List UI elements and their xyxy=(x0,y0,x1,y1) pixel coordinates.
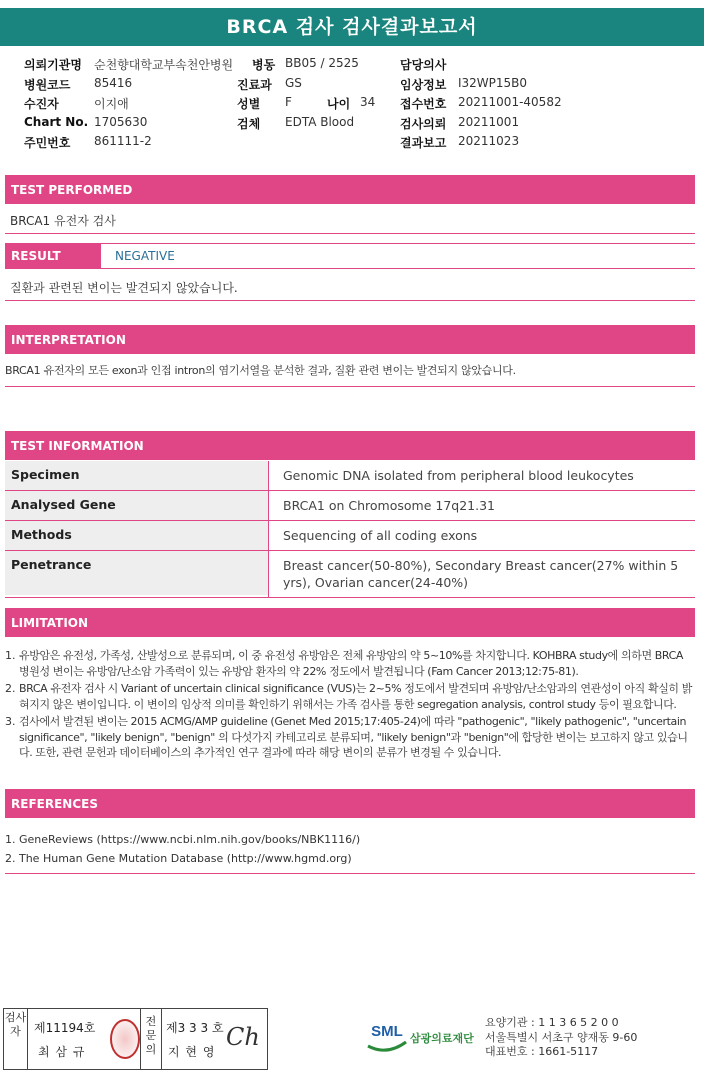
request-value: 20211001 xyxy=(458,115,520,129)
org-name: 삼광의료재단 xyxy=(410,1032,474,1045)
specimen-desc: Genomic DNA isolated from peripheral blood leukocytes xyxy=(268,461,695,490)
divider xyxy=(5,233,695,234)
sex-value: F xyxy=(285,95,292,109)
interpretation-heading: INTERPRETATION xyxy=(5,325,695,354)
report-value: 20211023 xyxy=(458,134,520,148)
analysed-gene-key: Analysed Gene xyxy=(5,491,268,520)
org-location: 서울특별시 서초구 양재동 9-60 xyxy=(485,1030,638,1044)
report-label: 결과보고 xyxy=(400,136,447,150)
specimen-value: EDTA Blood xyxy=(285,115,355,129)
hospital-code-label: 병원코드 xyxy=(24,78,71,92)
specimen-label: 검체 xyxy=(237,117,261,131)
limitation-heading: LIMITATION xyxy=(5,608,695,637)
references-heading: REFERENCES xyxy=(5,789,695,818)
dept-value: GS xyxy=(285,76,302,90)
list-item-number: 1. xyxy=(5,649,16,662)
doctor-label: 담당의사 xyxy=(400,58,447,72)
divider xyxy=(5,386,695,387)
methods-key: Methods xyxy=(5,521,268,550)
report-title: BRCA 검사 검사결과보고서 xyxy=(0,8,704,46)
age-value: 34 xyxy=(360,95,376,109)
test-performed-heading: TEST PERFORMED xyxy=(5,175,695,204)
result-heading: RESULT xyxy=(5,243,101,269)
signature-box xyxy=(3,1008,268,1070)
signature-mark: Ch xyxy=(226,1023,260,1051)
reviewer-number: 제3 3 3 호 xyxy=(166,1021,224,1035)
reference-item: 1. GeneReviews (https://www.ncbi.nlm.nih.gov/books/NBK1116/) xyxy=(5,833,361,846)
result-value: NEGATIVE xyxy=(101,243,695,269)
id-value: 861111-2 xyxy=(94,134,152,148)
chart-label: Chart No. xyxy=(24,115,89,129)
ward-label: 병동 xyxy=(252,58,276,72)
reviewer-label: 전문의 xyxy=(140,1009,162,1069)
reviewer-name: 지 현 영 xyxy=(168,1045,216,1059)
specimen-key: Specimen xyxy=(5,461,268,490)
divider xyxy=(5,873,695,874)
hospital-code-value: 85416 xyxy=(94,76,133,90)
test-information-table xyxy=(5,461,695,598)
request-label: 검사의뢰 xyxy=(400,117,447,131)
references-list xyxy=(5,830,360,868)
org-address xyxy=(485,1016,637,1060)
chart-value: 1705630 xyxy=(94,115,148,129)
analysed-gene-value: BRCA1 on Chromosome 17q21.31 xyxy=(268,491,695,520)
list-item-text: BRCA 유전자 검사 시 Variant of uncertain clinical significance (VUS)는 2~5% 정도에서 발견되며 유방암/난소암과의 연관성이 아직 확실히 밝혀지지 않은 변이입니다. 이 변이의 임상적 의미를 확인하기 위해서는 가족 검사를 통한 segregation analysis, control study 등이 필요합니다. xyxy=(19,682,692,711)
examiner-label: 검사자 xyxy=(4,1009,28,1069)
logo-text: SML xyxy=(371,1023,403,1040)
list-item-number: 2. xyxy=(5,682,16,695)
list-item-text: 유방암은 유전성, 가족성, 산발성으로 분류되며, 이 중 유전성 유방암은 전체 유방암의 약 5~10%를 차지합니다. KOHBRA study에 의하면 BRCA 병원성 변이는 유방암/난소암 가족력이 있는 유방암 환자의 약 22% 정도에서 발견됩니다 (Fam Cancer 2013;12:75-81). xyxy=(19,649,684,678)
age-label: 나이 xyxy=(327,97,351,111)
clinical-label: 임상정보 xyxy=(400,78,447,92)
ward-value: BB05 / 2525 xyxy=(285,56,359,70)
interpretation-text: BRCA1 유전자의 모든 exon과 인접 intron의 염기서열을 분석한 결과, 질환 관련 변이는 발견되지 않았습니다. xyxy=(5,364,516,377)
methods-value: Sequencing of all coding exons xyxy=(268,521,695,550)
penetrance-value: Breast cancer(50-80%), Secondary Breast cancer(27% within 5 yrs), Ovarian cancer(24-40%) xyxy=(268,551,695,597)
result-text: 질환과 관련된 변이는 발견되지 않았습니다. xyxy=(10,281,238,295)
reference-item: 2. The Human Gene Mutation Database (http://www.hgmd.org) xyxy=(5,852,352,865)
patient-label: 수진자 xyxy=(24,97,59,111)
org-code: 요양기관 : 1 1 3 6 5 2 0 0 xyxy=(485,1016,619,1029)
test-information-heading: TEST INFORMATION xyxy=(5,431,695,460)
penetrance-key: Penetrance xyxy=(5,551,268,595)
clinical-value: I32WP15B0 xyxy=(458,76,528,90)
table-row xyxy=(5,551,695,598)
patient-info xyxy=(0,54,704,152)
divider xyxy=(5,300,695,301)
patient-value: 이지애 xyxy=(94,97,129,111)
seal-icon xyxy=(110,1019,140,1059)
examiner-number: 제11194호 xyxy=(34,1021,96,1035)
list-item-text: 검사에서 발견된 변이는 2015 ACMG/AMP guideline (Genet Med 2015;17:405-24)에 따라 "pathogenic", "likely pathogenic", "uncertain significance", "likely benign", "benign" 의 다섯가지 카테고리로 분류되며, "likely benign"과 "benign"에 합당한 변이는 보고하지 않고 있습니다. 또한, 관련 문헌과 데이터베이스의 추가적인 연구 결과에 따라 해당 변이의 분류가 변경될 수 있습니다. xyxy=(19,715,688,759)
receipt-value: 20211001-40582 xyxy=(458,95,562,109)
list-item xyxy=(5,714,695,761)
sex-label: 성별 xyxy=(237,97,261,111)
receipt-label: 접수번호 xyxy=(400,97,447,111)
dept-label: 진료과 xyxy=(237,78,272,92)
id-label: 주민번호 xyxy=(24,136,71,150)
test-performed-text: BRCA1 유전자 검사 xyxy=(10,214,116,228)
table-row xyxy=(5,461,695,491)
list-item-number: 3. xyxy=(5,715,16,728)
institution-value: 순천향대학교부속천안병원 xyxy=(94,58,234,72)
table-row xyxy=(5,491,695,521)
org-phone: 대표번호 : 1661-5117 xyxy=(485,1045,599,1058)
table-row xyxy=(5,521,695,551)
limitation-list xyxy=(5,648,695,763)
list-item xyxy=(5,681,695,712)
list-item xyxy=(5,648,695,679)
examiner-name: 최 삼 규 xyxy=(38,1045,86,1059)
sml-logo-icon xyxy=(366,1016,408,1052)
institution-label: 의뢰기관명 xyxy=(24,58,82,72)
